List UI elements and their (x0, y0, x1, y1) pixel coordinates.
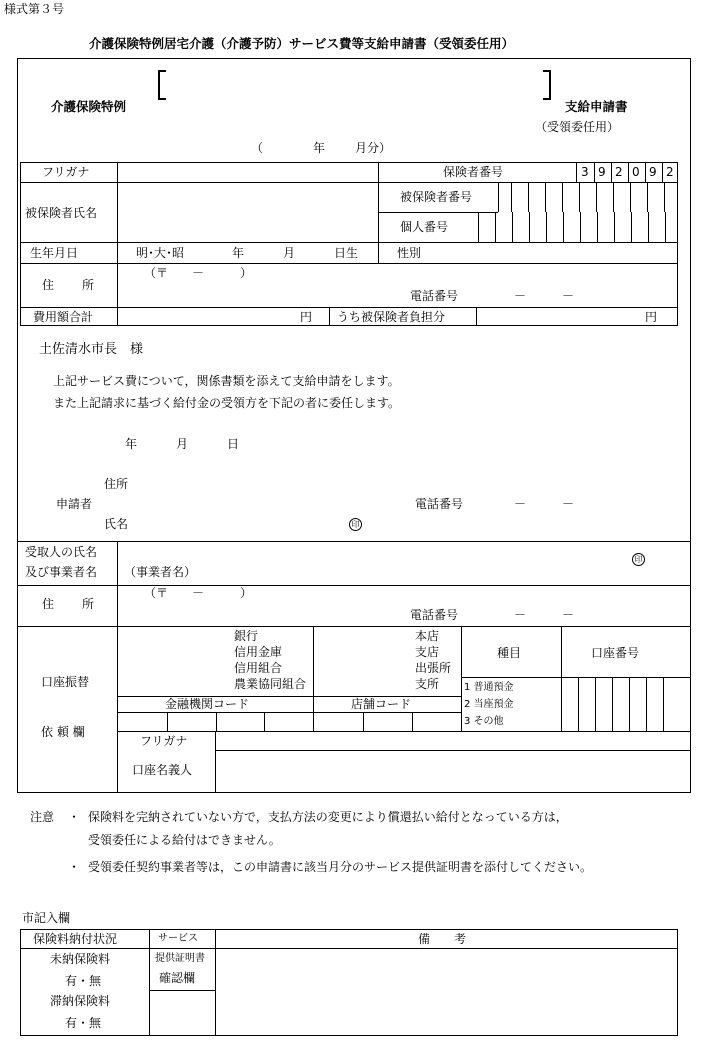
date-day: 日 (227, 437, 240, 451)
digit-cell-divider (594, 162, 595, 182)
bank-code-label: 金融機関コード (165, 697, 250, 711)
recipient-address-a: 住 (42, 597, 55, 611)
date-year: 年 (125, 437, 138, 451)
remarks-label: 備 考 (418, 932, 467, 946)
applicant-phone-label: 電話番号 (415, 497, 464, 511)
period-open: （ (251, 141, 264, 155)
address-label-b: 所 (82, 278, 95, 292)
arrears-label: 滞納保険料 (50, 994, 111, 1008)
arrears-yes-no: 有・無 (65, 1016, 102, 1030)
insured-number-cell (579, 182, 580, 212)
note-1-line-2: 受領委任による給付はできません。 (88, 833, 281, 847)
institution-type: 銀行 (234, 629, 259, 643)
recipient-address-b: 所 (82, 597, 95, 611)
insured-number-cell (630, 182, 631, 212)
account-type-option: 2 当座預金 (464, 699, 514, 710)
service-label: サービス (158, 933, 198, 944)
account-number-cell (663, 677, 664, 731)
recipient-phone-label: 電話番号 (410, 608, 459, 622)
personal-number-cell (563, 212, 564, 242)
insurer-digit: 0 (632, 165, 640, 179)
insured-number-cell (613, 182, 614, 212)
insured-number-cell (647, 182, 648, 212)
personal-number-cell (495, 212, 496, 242)
business-name-label: （事業者名） (124, 565, 197, 579)
note-2: 受領委任契約事業者等は，この申請書に該当月分のサービス提供証明書を添付してください。 (88, 860, 593, 874)
insurer-digit: 2 (666, 165, 674, 179)
applicant-seal-mark: 印 (349, 518, 362, 531)
payment-status-label: 保険料納付状況 (33, 932, 118, 946)
personal-number-label: 個人番号 (400, 220, 449, 234)
personal-number-cell (478, 212, 479, 242)
personal-number-cell (529, 212, 530, 242)
cost-total-label: 費用額合計 (33, 310, 94, 324)
institution-type: 信用組合 (234, 661, 283, 675)
postal-code: （〒 － ） (144, 266, 253, 280)
branch-type: 支所 (415, 677, 440, 691)
recipient-phone-dashes: － － (514, 608, 575, 622)
personal-number-cell (546, 212, 547, 242)
personal-number-cell (665, 212, 666, 242)
burden-label: うち被保険者負担分 (337, 310, 446, 324)
phone-label: 電話番号 (410, 289, 459, 303)
date-month: 月 (176, 437, 189, 451)
recipient-label-b: 及び事業者名 (25, 565, 98, 579)
period-year: 年 (313, 141, 326, 155)
city-section-label: 市記入欄 (22, 911, 71, 925)
digit-cell-divider (645, 162, 646, 182)
insurer-digit: 9 (649, 165, 657, 179)
insured-name-label: 被保険者氏名 (25, 206, 98, 220)
personal-number-cell (631, 212, 632, 242)
recipient-label-a: 受取人の氏名 (25, 545, 98, 559)
branch-type: 支店 (415, 645, 440, 659)
insured-number-cell (562, 182, 563, 212)
insured-number-label: 被保険者番号 (400, 190, 473, 204)
digit-cell-divider (628, 162, 629, 182)
personal-number-cell (512, 212, 513, 242)
branch-code-cell (412, 712, 413, 731)
personal-number-cell (614, 212, 615, 242)
sex-label: 性別 (397, 246, 422, 260)
form-title: 介護保険特例居宅介護（介護予防）サービス費等支給申請書（受領委任用） (89, 36, 515, 51)
applicant-label: 申請者 (56, 497, 93, 511)
personal-number-cell (597, 212, 598, 242)
insured-number-cell (511, 182, 512, 212)
unpaid-yes-no: 有・無 (65, 974, 102, 988)
branch-type: 出張所 (415, 661, 452, 675)
phone-dashes: － － (514, 289, 575, 303)
birth-day: 日生 (334, 246, 359, 260)
period-month: 月分） (355, 141, 392, 155)
account-number-cell (578, 677, 579, 731)
birth-month: 月 (283, 246, 296, 260)
recipient-seal-mark: 印 (632, 553, 645, 566)
account-type-option: 3 その他 (464, 716, 504, 727)
request-label: 依 頼 欄 (41, 725, 85, 739)
addressee: 土佐清水市長 様 (39, 342, 144, 357)
note-2-bullet: ・ (68, 860, 81, 874)
digit-cell-divider (611, 162, 612, 182)
branch-type: 本店 (415, 629, 440, 643)
form-number: 様式第３号 (4, 2, 65, 16)
burden-yen: 円 (645, 310, 658, 324)
certificate-label: 提供証明書 (155, 953, 205, 964)
account-number-cell (612, 677, 613, 731)
unpaid-label: 未納保険料 (50, 952, 111, 966)
left-bracket (158, 70, 166, 100)
account-number-cell (629, 677, 630, 731)
digit-cell-divider (662, 162, 663, 182)
bank-code-cell (216, 712, 217, 731)
insured-number-cell (664, 182, 665, 212)
account-type-label: 種目 (497, 646, 522, 660)
insurer-digit: 3 (581, 165, 589, 179)
personal-number-cell (580, 212, 581, 242)
institution-type: 農業協同組合 (234, 677, 307, 691)
account-number-cell (646, 677, 647, 731)
applicant-address-label: 住所 (104, 477, 129, 491)
insured-number-cell (498, 182, 499, 212)
insurer-number-label: 保険者番号 (443, 165, 504, 179)
header-right: 支給申請書 (565, 99, 628, 114)
declaration-line-2: また上記請求に基づく給付金の受領方を下記の者に委任します。 (53, 396, 401, 410)
confirmation-label: 確認欄 (159, 971, 196, 985)
insured-number-cell (545, 182, 546, 212)
insurer-digit: 9 (598, 165, 606, 179)
note-1-line-1: 保険料を完納されていない方で，支払方法の変更により償還払い給付となっている方は， (88, 810, 568, 824)
header-left: 介護保険特例 (51, 99, 127, 114)
recipient-postal: （〒 － ） (144, 586, 253, 600)
birth-label: 生年月日 (30, 246, 79, 260)
note-1-bullet: ・ (68, 810, 81, 824)
applicant-phone-dashes: － － (514, 497, 575, 511)
applicant-name-label: 氏名 (104, 517, 129, 531)
account-number-label: 口座番号 (591, 646, 640, 660)
address-label-a: 住 (42, 278, 55, 292)
insurer-digit: 2 (615, 165, 623, 179)
birth-era: 明･大･昭 (136, 246, 185, 260)
notes-label: 注意 (30, 810, 55, 824)
account-furigana-label: フリガナ (140, 734, 188, 748)
declaration-line-1: 上記サービス費について，関係書類を添えて支給申請をします。 (53, 374, 400, 388)
furigana-label: フリガナ (42, 165, 90, 179)
account-number-cell (595, 677, 596, 731)
right-bracket (543, 70, 551, 100)
branch-code-cell (363, 712, 364, 731)
account-holder-label: 口座名義人 (132, 763, 193, 777)
personal-number-cell (648, 212, 649, 242)
insured-number-cell (596, 182, 597, 212)
city-table (20, 929, 678, 1036)
branch-code-label: 店舗コード (351, 697, 412, 711)
cost-yen: 円 (300, 310, 313, 324)
insured-number-cell (528, 182, 529, 212)
institution-type: 信用金庫 (234, 645, 283, 659)
account-type-option: 1 普通預金 (464, 682, 514, 693)
bank-transfer-label: 口座振替 (41, 675, 90, 689)
header-right-sub: （受領委任用） (535, 120, 620, 134)
bank-code-cell (264, 712, 265, 731)
birth-year: 年 (232, 246, 245, 260)
bank-code-cell (167, 712, 168, 731)
